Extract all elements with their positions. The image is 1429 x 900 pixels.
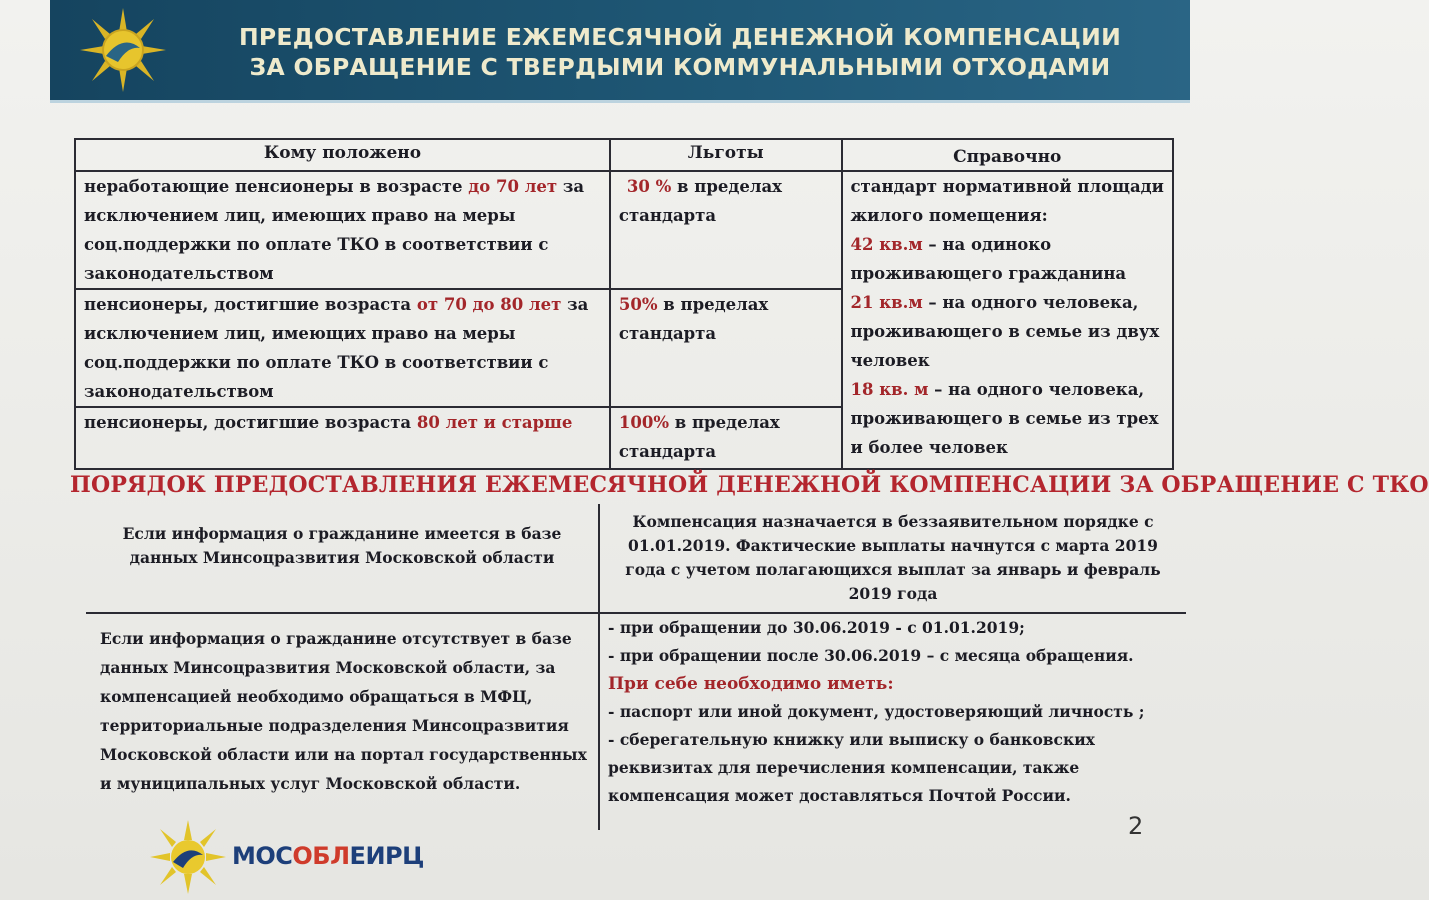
document-item: - сберегательную книжку или выписку о банковских реквизитах для перечисления компенсации, также компенсация может доставляться Почтой России. <box>608 730 1095 805</box>
benefit-cell: 100% в пределах стандарта <box>610 407 842 469</box>
column-header-who: Кому положено <box>75 139 610 171</box>
title-line-2: ЗА ОБРАЩЕНИЕ С ТВЕРДЫМИ КОММУНАЛЬНЫМИ ОТХОДАМИ <box>249 53 1111 81</box>
reference-item: 21 кв.м – на одного человека, проживающего в семье из двух человек <box>850 293 1160 370</box>
rule-item: - при обращении после 30.06.2019 – с месяца обращения. <box>608 646 1134 665</box>
table-header-row <box>75 139 1173 171</box>
condition-cell: Если информация о гражданине имеется в базе данных Минсоцразвития Московской области <box>86 504 599 613</box>
page-title <box>200 22 1160 82</box>
result-cell <box>599 613 1186 830</box>
table-row <box>86 504 1186 613</box>
procedure-title: ПОРЯДОК ПРЕДОСТАВЛЕНИЯ ЕЖЕМЕСЯЧНОЙ ДЕНЕЖНОЙ КОМПЕНСАЦИИ ЗА ОБРАЩЕНИЕ С ТКО <box>70 472 1429 498</box>
reference-item: 18 кв. м – на одного человека, проживающего в семье из трех и более человек <box>850 380 1159 457</box>
document-item: - паспорт или иной документ, удостоверяющий личность ; <box>608 702 1145 721</box>
reference-intro: стандарт нормативной площади жилого помещения: <box>850 177 1164 225</box>
column-header-reference: Справочно <box>842 139 1173 171</box>
who-cell: пенсионеры, достигшие возраста от 70 до 80 лет за исключением лиц, имеющих право на меры соц.поддержки по оплате ТКО в соответствии с законодательством <box>75 289 610 407</box>
title-line-1: ПРЕДОСТАВЛЕНИЕ ЕЖЕМЕСЯЧНОЙ ДЕНЕЖНОЙ КОМПЕНСАЦИИ <box>238 23 1122 51</box>
header-banner <box>50 0 1190 103</box>
benefits-table <box>74 138 1174 470</box>
reference-item: 42 кв.м – на одиноко проживающего гражданина <box>850 235 1127 283</box>
sun-emblem-icon <box>78 6 168 94</box>
condition-cell: Если информация о гражданине отсутствует в базе данных Минсоцразвития Московской области, за компенсацией необходимо обращаться в МФЦ, территориальные подразделения Минсоцразвития Московской области или на портал государственных и муниципальных услуг Московской области. <box>86 613 599 830</box>
table-row <box>75 171 1173 289</box>
benefit-cell: 50% в пределах стандарта <box>610 289 842 407</box>
benefit-cell: 30 % в пределах стандарта <box>610 171 842 289</box>
who-cell: пенсионеры, достигшие возраста 80 лет и старше <box>75 407 610 469</box>
rule-item: - при обращении до 30.06.2019 - с 01.01.2019; <box>608 618 1025 637</box>
result-cell: Компенсация назначается в беззаявительном порядке с 01.01.2019. Фактические выплаты начнутся с марта 2019 года с учетом полагающихся выплат за январь и февраль 2019 года <box>599 504 1186 613</box>
column-header-benefit: Льготы <box>610 139 842 171</box>
brand-logo-text: МОСОБЛЕИРЦ <box>232 842 424 870</box>
procedure-table <box>86 504 1186 830</box>
table-row <box>86 613 1186 830</box>
must-have-title: При себе необходимо иметь: <box>608 674 894 694</box>
reference-cell <box>842 171 1173 469</box>
page-number: 2 <box>1128 812 1144 840</box>
sun-emblem-icon <box>148 818 228 896</box>
who-cell: неработающие пенсионеры в возрасте до 70 лет за исключением лиц, имеющих право на меры соц.поддержки по оплате ТКО в соответствии с законодательством <box>75 171 610 289</box>
